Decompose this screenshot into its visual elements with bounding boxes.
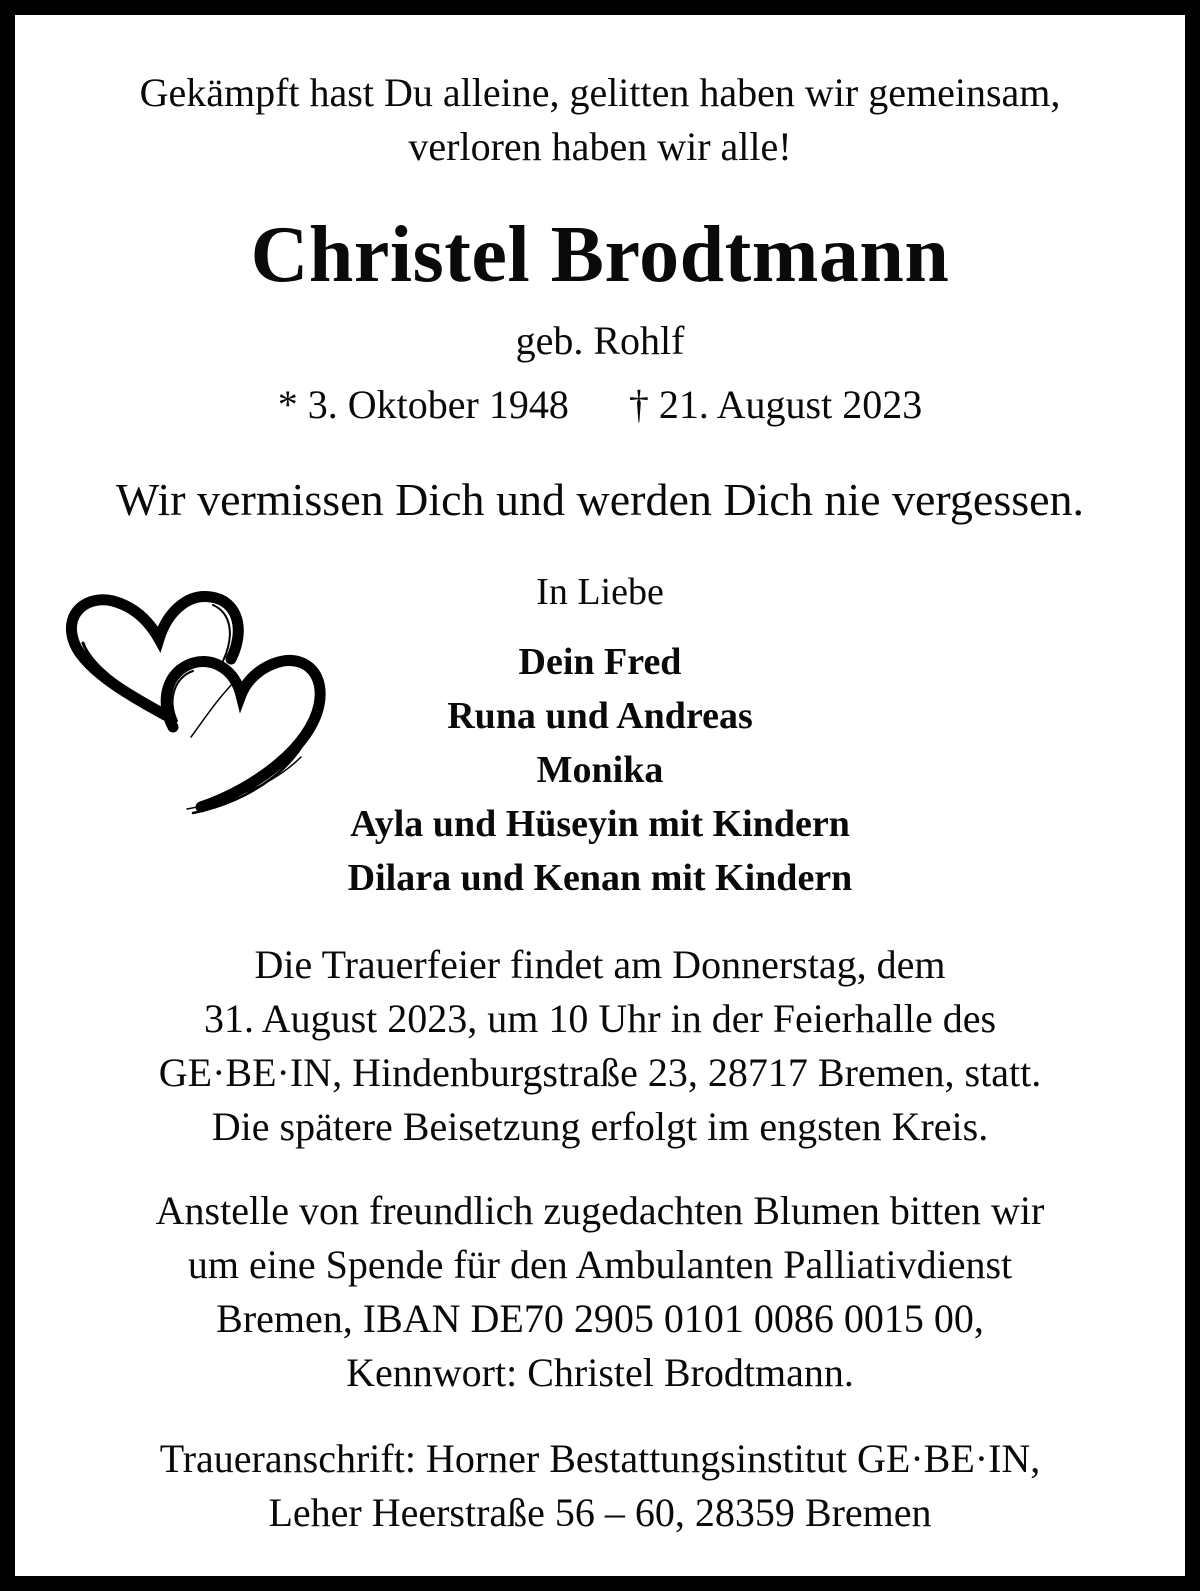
mourner-line: Dein Fred xyxy=(518,641,682,683)
death-date: † 21. August 2023 xyxy=(628,382,923,427)
ceremony-line: 31. August 2023, um 10 Uhr in der Feierhalle des xyxy=(203,996,997,1041)
birth-name: geb. Rohlf xyxy=(515,318,685,363)
ceremony-line: Die Trauerfeier findet am Donnerstag, dem xyxy=(254,942,946,987)
address-line: Leher Heerstraße 56 – 60, 28359 Bremen xyxy=(268,1490,932,1535)
in-love-text: In Liebe xyxy=(536,571,664,613)
mourner-line: Monika xyxy=(536,749,664,791)
ceremony-line: Die spätere Beisetzung erfolgt im engsten Kreis. xyxy=(211,1104,989,1149)
mourner-line: Runa und Andreas xyxy=(447,695,753,737)
donation-line: Bremen, IBAN DE70 2905 0101 0086 0015 00, xyxy=(216,1296,984,1341)
birth-date: * 3. Oktober 1948 xyxy=(277,382,569,427)
donation-line: Anstelle von freundlich zugedachten Blumen bitten wir xyxy=(155,1188,1045,1233)
motto-line-1: Gekämpft hast Du alleine, gelitten haben wir gemeinsam, xyxy=(139,70,1061,115)
ceremony-line: GE·BE·IN, Hindenburgstraße 23, 28717 Bremen, statt. xyxy=(158,1050,1042,1095)
farewell-text: Wir vermissen Dich und werden Dich nie vergessen. xyxy=(115,474,1085,525)
address-line: Traueranschrift: Horner Bestattungsinstitut GE·BE·IN, xyxy=(159,1436,1041,1481)
mourner-line: Ayla und Hüseyin mit Kindern xyxy=(350,803,850,845)
mourner-line: Dilara und Kenan mit Kindern xyxy=(347,857,853,899)
deceased-name: Christel Brodtmann xyxy=(250,211,950,299)
donation-line: Kennwort: Christel Brodtmann. xyxy=(346,1350,854,1395)
motto-line-2: verloren haben wir alle! xyxy=(408,124,792,169)
life-dates xyxy=(30,382,1170,427)
donation-line: um eine Spende für den Ambulanten Palliativdienst xyxy=(187,1242,1013,1287)
